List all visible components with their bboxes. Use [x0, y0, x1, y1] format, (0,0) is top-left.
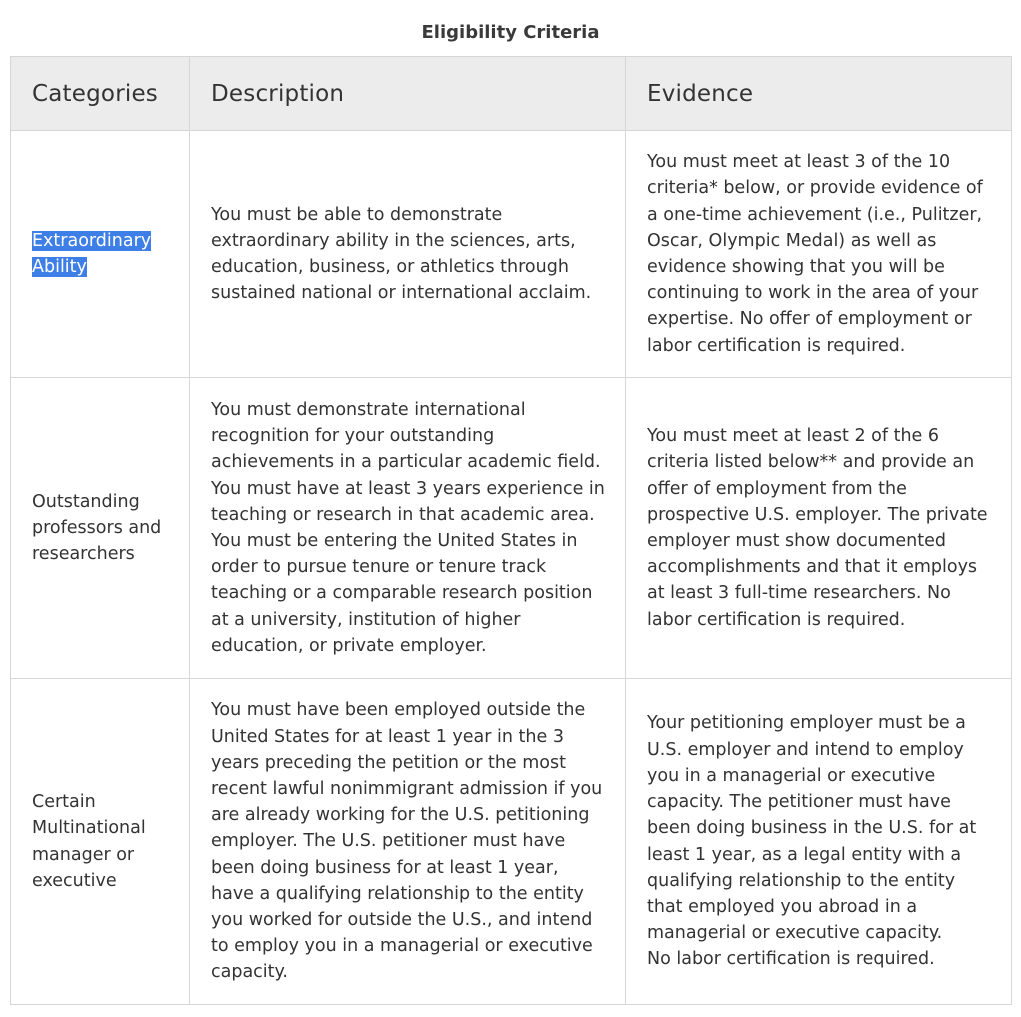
evidence-cell[interactable]	[626, 679, 1012, 1005]
evidence-cell[interactable]: You must meet at least 3 of the 10 criteria* below, or provide evidence of a one-time achievement (i.e., Pulitzer, Oscar, Olympic Medal) as well as evidence showing that you will be continuing to work in the area of your expertise. No offer of employment or labor certification is required.	[626, 131, 1012, 378]
category-cell[interactable]	[11, 131, 190, 378]
table-row	[11, 679, 1012, 1005]
description-cell[interactable]: You must have been employed outside the United States for at least 1 year in the 3 years preceding the petition or the most recent lawful nonimmigrant admission if you are already working for the U.S. petitioning employer. The U.S. petitioner must have been doing business for at least 1 year, have a qualifying relationship to the entity you worked for outside the U.S., and intend to employ you in a managerial or executive capacity.	[190, 679, 626, 1005]
category-cell[interactable]: Certain Multinational manager or executive	[11, 679, 190, 1005]
table-row	[11, 131, 1012, 378]
category-cell[interactable]: Outstanding professors and researchers	[11, 378, 190, 679]
evidence-text: Your petitioning employer must be a U.S. employer and intend to employ you in a managerial or executive capacity. The petitioner must have been doing business in the U.S. for at least 1 year, as a legal entity with a qualifying relationship to the entity that employed you abroad in a managerial or executive capacity.	[647, 713, 977, 944]
column-header-categories: Categories	[11, 57, 190, 131]
evidence-note: No labor certification is required.	[647, 949, 935, 970]
table-caption: Eligibility Criteria	[421, 22, 600, 43]
table-header-row	[11, 57, 1012, 131]
column-header-evidence: Evidence	[626, 57, 1012, 131]
description-cell[interactable]: You must be able to demonstrate extraordinary ability in the sciences, arts, education, business, or athletics through sustained national or international acclaim.	[190, 131, 626, 378]
table-row	[11, 378, 1012, 679]
evidence-cell[interactable]: You must meet at least 2 of the 6 criteria listed below** and provide an offer of employment from the prospective U.S. employer. The private employer must show documented accomplishments and that it employs at least 3 full-time researchers. No labor certification is required.	[626, 378, 1012, 679]
column-header-description: Description	[190, 57, 626, 131]
description-cell[interactable]: You must demonstrate international recognition for your outstanding achievements in a particular academic field. You must have at least 3 years experience in teaching or research in that academic area. You must be entering the United States in order to pursue tenure or tenure track teaching or a comparable research position at a university, institution of higher education, or private employer.	[190, 378, 626, 679]
eligibility-criteria-table	[10, 56, 1012, 1005]
selected-category-text[interactable]: Extraordinary Ability	[32, 230, 152, 277]
